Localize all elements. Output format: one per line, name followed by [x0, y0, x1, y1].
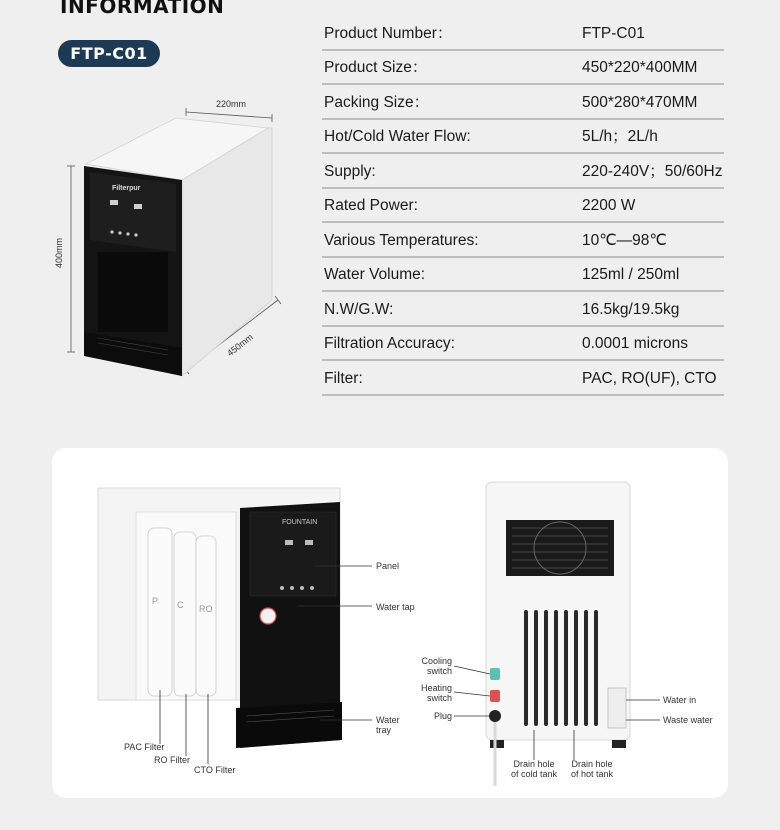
- spec-value: 0.0001 microns: [582, 335, 688, 352]
- label-cto-filter: CTO Filter: [194, 765, 236, 775]
- spec-label: Hot/Cold Water Flow:: [324, 128, 471, 145]
- label-cooling-switch: Cooling switch: [421, 656, 452, 676]
- label-water-tap: Water tap: [376, 602, 415, 612]
- label-waste-water: Waste water: [663, 715, 713, 725]
- filter-mark-cto: C: [177, 600, 184, 610]
- spec-label: Water Volume:: [324, 266, 426, 283]
- label-pac-filter: PAC Filter: [124, 742, 165, 752]
- spec-label: Rated Power:: [324, 197, 418, 214]
- label-panel: Panel: [376, 561, 400, 571]
- label-drain-hot: Drain hole of hot tank: [570, 759, 614, 779]
- spec-label: Filtration Accuracy:: [324, 335, 455, 352]
- spec-value: 5L/h；2L/h: [582, 128, 658, 145]
- spec-label: N.W/G.W:: [324, 300, 394, 318]
- dim-depth-label: 450mm: [225, 331, 255, 359]
- section-heading: INFORMATION: [60, 0, 225, 18]
- spec-value: PAC, RO(UF), CTO: [582, 369, 717, 387]
- spec-label: Product Number：: [324, 24, 453, 42]
- filter-mark-pac: P: [152, 596, 159, 606]
- spec-value: 220-240V；50/60Hz: [582, 162, 723, 180]
- front-brand-logo: FOUNTAIN: [282, 519, 318, 526]
- label-heating-switch: Heating switch: [420, 683, 452, 703]
- spec-value: 125ml / 250ml: [582, 266, 680, 283]
- filter-mark-ro: RO: [199, 604, 213, 614]
- spec-value: 10℃—98℃: [582, 231, 667, 249]
- spec-label: Packing Size：: [324, 93, 430, 111]
- label-drain-cold: Drain hole of cold tank: [510, 759, 558, 779]
- model-badge: FTP-C01: [58, 40, 160, 67]
- spec-label: Supply:: [324, 162, 376, 180]
- label-water-tray: Water tray: [376, 715, 400, 735]
- dim-width-label: 220mm: [216, 99, 247, 109]
- label-ro-filter: RO Filter: [154, 755, 190, 765]
- label-plug: Plug: [433, 711, 452, 721]
- label-water-in: Water in: [663, 695, 697, 705]
- spec-label: Filter:: [324, 369, 363, 387]
- brand-logo: Filterpur: [112, 185, 141, 192]
- spec-value: FTP-C01: [582, 24, 645, 42]
- dim-height-label: 400mm: [54, 237, 65, 269]
- spec-value: 16.5kg/19.5kg: [582, 300, 680, 318]
- spec-label: Various Temperatures:: [324, 231, 479, 249]
- spec-value: 2200 W: [582, 197, 636, 214]
- spec-value: 450*220*400MM: [582, 59, 698, 76]
- spec-label: Product Size：: [324, 59, 428, 76]
- spec-value: 500*280*470MM: [582, 93, 698, 111]
